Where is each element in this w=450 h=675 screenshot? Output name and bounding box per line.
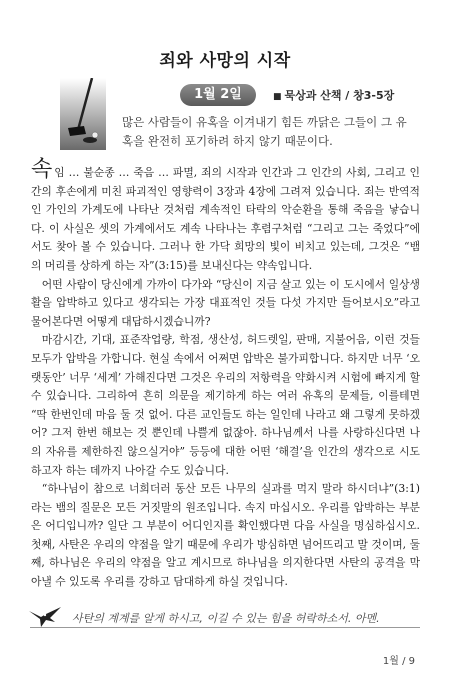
paragraph-2: 어떤 사람이 당신에게 가까이 다가와 “당신이 지금 살고 있는 이 도시에서 일상생활을 압박하고 있다고 생각되는 가장 대표적인 것들 다섯 가지만 들어보시오”라고 물어본다면 어떻게 대답하시겠습니까? (31, 277, 420, 328)
date-row (0, 84, 450, 106)
drop-cap: 속 (31, 157, 53, 182)
closing-prayer: 사탄의 계계를 알게 하시고, 이길 수 있는 힘을 허락하소서. 아멘. (72, 612, 380, 625)
scripture-text: 묵상과 산책 / 창3-5장 (284, 89, 395, 102)
paragraph-4: “하나님이 참으로 너희더러 동산 모든 나무의 실과를 먹지 말라 하시더냐”(3:1)라는 뱀의 질문은 모든 거짓말의 원조입니다. 속지 마십시오. 우리를 압박하는 부분은 어디입니까? 일단 그 부분이 어디인지를 확인했다면 다음 사실을 명심하십시오. 첫째, 사탄은 우리의 약점을 알기 때문에 우리가 방심하면 넘어뜨리고 말 것이며, 둘째, 하나님은 우리의 약점을 알고 계시므로 하나님을 의지한다면 사탄의 공격을 막아낼 수 있도록 우리를 강하고 담대하게 하실 것입니다. (31, 482, 420, 589)
eagle-icon (28, 605, 62, 629)
date-badge: 1월 2일 (180, 84, 256, 106)
paragraph-1 (31, 157, 420, 276)
intro-quote: 많은 사람들이 유혹을 이겨내기 힘든 까닭은 그들이 그 유혹을 완전히 포기하려 하지 않기 때문이다. (122, 115, 407, 148)
scripture-reference (273, 87, 394, 103)
square-bullet-icon: ■ (273, 92, 282, 102)
devotional-body (31, 157, 420, 592)
page-title: 죄와 사망의 시작 (159, 51, 291, 71)
paragraph-1-text: 임 … 불순종 … 죽음 … 파멸, 죄의 시작과 인간과 그 인간의 사회, 그리고 인간의 후손에게 미친 파괴적인 영향력이 3장과 4장에 그려져 있습니다. 죄는 반역적인 가인의 가계도에 나타난 것처럼 계속적인 타락의 악순환을 통해 죽음을 낳습니다. 이 사실은 셋의 가계에서도 계속 나타나는 후렴구처럼 “그리고 그는 죽었다”에서도 찾아 볼 수 있습니다. 그러나 한 가닥 희망의 빛이 비치고 있는데, 그것은 “뱀의 머리를 상하게 하는 자”(3:15)를 보내신다는 약속입니다. (31, 166, 420, 272)
prayer-underline (30, 627, 420, 628)
page-number: 1월 / 9 (382, 656, 415, 667)
paragraph-3: 마감시간, 기대, 표준작업량, 학점, 생산성, 허드렛일, 판매, 지불어음, 이런 것들 모두가 압박을 가합니다. 현실 속에서 어쩌면 압박은 불가피합니다. 하지만 너무 ‘오랫동안’ 너무 ‘세게’ 가해진다면 그것은 우리의 저항력을 약화시켜 시험에 빠지게 할 수 있습니다. 그리하여 흔히 의문을 제기하게 하는 여러 유혹의 문제들, 이를테면 “딱 한번인데 마음 둘 것 없어. 다른 교인들도 하는 일인데 나라고 왜 그렇게 못하겠어? 그저 한번 해보는 것 뿐인데 나쁠게 없잖아. 하나님께서 나를 사랑하신다면 나의 자유를 제한하진 않으실거야” 등등에 대한 어떤 ‘해결’을 인간의 생각으로 시도하고자 하는 데까지 나아갈 수도 있습니다. (31, 333, 420, 477)
